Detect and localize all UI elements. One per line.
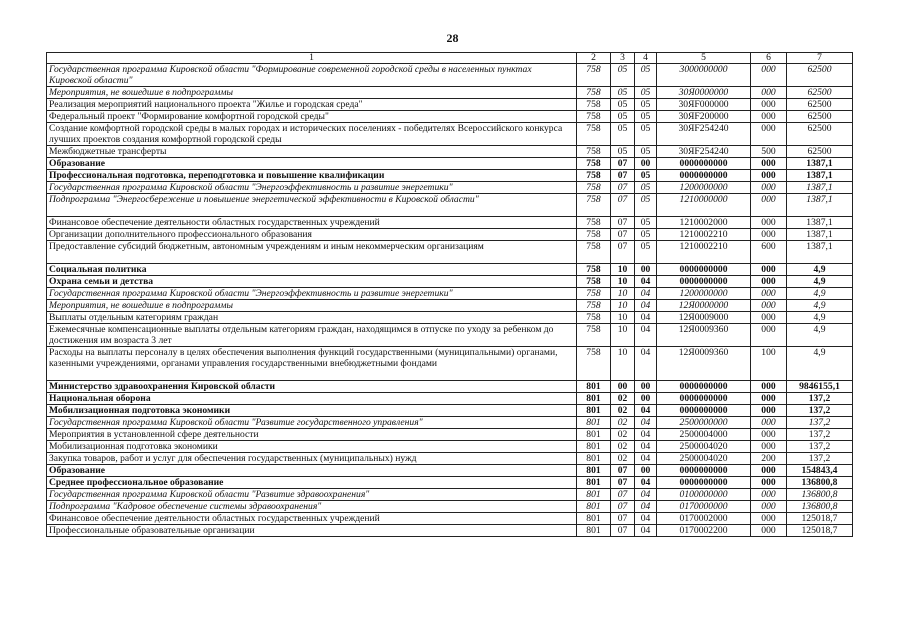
subsection-code-cell: 04 [635, 441, 657, 453]
row-name-cell: Государственная программа Кировской области "Энергоэффективность и развитие энергетики" [47, 288, 577, 300]
subsection-code-cell: 05 [635, 99, 657, 111]
section-code-cell: 02 [611, 441, 635, 453]
section-code-cell: 00 [611, 381, 635, 393]
subsection-code-cell: 05 [635, 217, 657, 229]
subsection-code-cell: 05 [635, 229, 657, 241]
ministry-code-cell: 801 [577, 393, 611, 405]
subsection-code-cell: 04 [635, 489, 657, 501]
column-header: 4 [635, 53, 657, 64]
table-row [47, 64, 853, 87]
section-code-cell: 02 [611, 393, 635, 405]
target-article-cell: 3000000000 [657, 64, 751, 87]
amount-cell: 62500 [787, 123, 853, 146]
row-name-cell: Государственная программа Кировской области "Формирование современной городской среды в населенных пунктах Кировской области" [47, 64, 577, 87]
amount-cell: 137,2 [787, 393, 853, 405]
section-code-cell: 07 [611, 182, 635, 194]
amount-cell: 4,9 [787, 276, 853, 288]
subsection-code-cell: 04 [635, 477, 657, 489]
page-number: 28 [446, 31, 459, 45]
subsection-code-cell: 04 [635, 347, 657, 381]
ministry-code-cell: 801 [577, 477, 611, 489]
ministry-code-cell: 758 [577, 276, 611, 288]
amount-cell: 154843,4 [787, 465, 853, 477]
expense-type-cell: 000 [751, 111, 787, 123]
expense-type-cell: 000 [751, 300, 787, 312]
target-article-cell: 30ЯF000000 [657, 99, 751, 111]
row-name-cell: Выплаты отдельным категориям граждан [47, 312, 577, 324]
budget-table [46, 52, 853, 537]
expense-type-cell: 000 [751, 217, 787, 229]
table-row [47, 489, 853, 501]
row-name-cell: Ежемесячные компенсационные выплаты отдельным категориям граждан, находящимся в отпуске по уходу за ребенком до достижения им возраста 3 лет [47, 324, 577, 347]
row-name-cell: Национальная оборона [47, 393, 577, 405]
target-article-cell: 30Я0000000 [657, 87, 751, 99]
row-name-cell: Закупка товаров, работ и услуг для обеспечения государственных (муниципальных) нужд [47, 453, 577, 465]
row-name-cell: Государственная программа Кировской области "Развитие государственного управления" [47, 417, 577, 429]
section-code-cell: 05 [611, 87, 635, 99]
ministry-code-cell: 758 [577, 182, 611, 194]
amount-cell: 1387,1 [787, 170, 853, 182]
row-name-cell: Образование [47, 158, 577, 170]
subsection-code-cell: 04 [635, 429, 657, 441]
row-name-cell: Реализация мероприятий национального проекта "Жилье и городская среда" [47, 99, 577, 111]
expense-type-cell: 000 [751, 429, 787, 441]
column-header: 1 [47, 53, 577, 64]
amount-cell: 62500 [787, 111, 853, 123]
row-name-cell: Министерство здравоохранения Кировской области [47, 381, 577, 393]
table-row [47, 87, 853, 99]
amount-cell: 137,2 [787, 453, 853, 465]
section-code-cell: 10 [611, 276, 635, 288]
table-row [47, 217, 853, 229]
column-header: 2 [577, 53, 611, 64]
subsection-code-cell: 05 [635, 182, 657, 194]
ministry-code-cell: 758 [577, 241, 611, 264]
row-name-cell: Профессиональная подготовка, переподготовка и повышение квалификации [47, 170, 577, 182]
ministry-code-cell: 758 [577, 217, 611, 229]
subsection-code-cell: 05 [635, 241, 657, 264]
section-code-cell: 07 [611, 170, 635, 182]
amount-cell: 1387,1 [787, 194, 853, 217]
target-article-cell: 1210002000 [657, 217, 751, 229]
section-code-cell: 07 [611, 489, 635, 501]
expense-type-cell: 000 [751, 99, 787, 111]
ministry-code-cell: 758 [577, 64, 611, 87]
table-row [47, 288, 853, 300]
subsection-code-cell: 05 [635, 170, 657, 182]
expense-type-cell: 500 [751, 146, 787, 158]
table-row [47, 477, 853, 489]
target-article-cell: 0170002000 [657, 513, 751, 525]
section-code-cell: 07 [611, 241, 635, 264]
section-code-cell: 10 [611, 300, 635, 312]
ministry-code-cell: 801 [577, 441, 611, 453]
target-article-cell: 2500004000 [657, 429, 751, 441]
ministry-code-cell: 801 [577, 513, 611, 525]
target-article-cell: 0100000000 [657, 489, 751, 501]
row-name-cell: Мобилизационная подготовка экономики [47, 441, 577, 453]
ministry-code-cell: 758 [577, 288, 611, 300]
row-name-cell: Мероприятия, не вошедшие в подпрограммы [47, 87, 577, 99]
section-code-cell: 10 [611, 288, 635, 300]
column-header: 3 [611, 53, 635, 64]
table-row [47, 381, 853, 393]
subsection-code-cell: 05 [635, 146, 657, 158]
amount-cell: 125018,7 [787, 525, 853, 537]
table-row [47, 453, 853, 465]
ministry-code-cell: 758 [577, 229, 611, 241]
target-article-cell: 1200000000 [657, 182, 751, 194]
subsection-code-cell: 05 [635, 123, 657, 146]
target-article-cell: 0000000000 [657, 276, 751, 288]
expense-type-cell: 000 [751, 405, 787, 417]
target-article-cell: 1210000000 [657, 194, 751, 217]
amount-cell: 136800,8 [787, 489, 853, 501]
ministry-code-cell: 801 [577, 417, 611, 429]
expense-type-cell: 000 [751, 87, 787, 99]
amount-cell: 62500 [787, 87, 853, 99]
row-name-cell: Межбюджетные трансферты [47, 146, 577, 158]
subsection-code-cell: 05 [635, 111, 657, 123]
table-row [47, 123, 853, 146]
ministry-code-cell: 758 [577, 158, 611, 170]
target-article-cell: 0000000000 [657, 405, 751, 417]
row-name-cell: Государственная программа Кировской области "Развитие здравоохранения" [47, 489, 577, 501]
target-article-cell: 2500000000 [657, 417, 751, 429]
table-row [47, 241, 853, 264]
expense-type-cell: 000 [751, 312, 787, 324]
amount-cell: 136800,8 [787, 477, 853, 489]
table-row [47, 276, 853, 288]
expense-type-cell: 000 [751, 417, 787, 429]
target-article-cell: 0000000000 [657, 158, 751, 170]
amount-cell: 137,2 [787, 405, 853, 417]
row-name-cell: Федеральный проект "Формирование комфортной городской среды" [47, 111, 577, 123]
expense-type-cell: 100 [751, 347, 787, 381]
target-article-cell: 0000000000 [657, 381, 751, 393]
target-article-cell: 0170000000 [657, 501, 751, 513]
section-code-cell: 10 [611, 312, 635, 324]
row-name-cell: Подпрограмма "Энергосбережение и повышение энергетической эффективности в Кировской области" [47, 194, 577, 217]
section-code-cell: 05 [611, 111, 635, 123]
ministry-code-cell: 758 [577, 146, 611, 158]
section-code-cell: 07 [611, 217, 635, 229]
section-code-cell: 07 [611, 229, 635, 241]
amount-cell: 4,9 [787, 288, 853, 300]
section-code-cell: 02 [611, 453, 635, 465]
ministry-code-cell: 758 [577, 312, 611, 324]
column-header: 6 [751, 53, 787, 64]
section-code-cell: 05 [611, 99, 635, 111]
amount-cell: 125018,7 [787, 513, 853, 525]
expense-type-cell: 000 [751, 64, 787, 87]
subsection-code-cell: 00 [635, 158, 657, 170]
row-name-cell: Предоставление субсидий бюджетным, автономным учреждениям и иным некоммерческим организациям [47, 241, 577, 264]
subsection-code-cell: 05 [635, 194, 657, 217]
amount-cell: 137,2 [787, 441, 853, 453]
section-code-cell: 07 [611, 501, 635, 513]
table-body [47, 53, 853, 537]
row-name-cell: Профессиональные образовательные организации [47, 525, 577, 537]
table-row [47, 312, 853, 324]
expense-type-cell: 200 [751, 453, 787, 465]
row-name-cell: Мероприятия, не вошедшие в подпрограммы [47, 300, 577, 312]
ministry-code-cell: 758 [577, 170, 611, 182]
table-row [47, 405, 853, 417]
section-code-cell: 07 [611, 194, 635, 217]
ministry-code-cell: 801 [577, 405, 611, 417]
subsection-code-cell: 04 [635, 417, 657, 429]
amount-cell: 4,9 [787, 264, 853, 276]
amount-cell: 4,9 [787, 300, 853, 312]
table-row [47, 182, 853, 194]
ministry-code-cell: 801 [577, 465, 611, 477]
target-article-cell: 0000000000 [657, 264, 751, 276]
expense-type-cell: 000 [751, 381, 787, 393]
column-header: 7 [787, 53, 853, 64]
table-row [47, 417, 853, 429]
table-row [47, 429, 853, 441]
section-code-cell: 02 [611, 417, 635, 429]
row-name-cell: Государственная программа Кировской области "Энергоэффективность и развитие энергетики" [47, 182, 577, 194]
subsection-code-cell: 04 [635, 453, 657, 465]
target-article-cell: 30ЯF254240 [657, 123, 751, 146]
amount-cell: 1387,1 [787, 241, 853, 264]
amount-cell: 62500 [787, 99, 853, 111]
subsection-code-cell: 04 [635, 276, 657, 288]
row-name-cell: Финансовое обеспечение деятельности областных государственных учреждений [47, 217, 577, 229]
expense-type-cell: 000 [751, 182, 787, 194]
row-name-cell: Финансовое обеспечение деятельности областных государственных учреждений [47, 513, 577, 525]
amount-cell: 137,2 [787, 429, 853, 441]
section-code-cell: 05 [611, 123, 635, 146]
section-code-cell: 02 [611, 405, 635, 417]
row-name-cell: Среднее профессиональное образование [47, 477, 577, 489]
expense-type-cell: 000 [751, 158, 787, 170]
expense-type-cell: 000 [751, 324, 787, 347]
amount-cell: 62500 [787, 146, 853, 158]
target-article-cell: 12Я0000000 [657, 300, 751, 312]
ministry-code-cell: 801 [577, 489, 611, 501]
expense-type-cell: 000 [751, 441, 787, 453]
table-row [47, 158, 853, 170]
target-article-cell: 2500004020 [657, 453, 751, 465]
expense-type-cell: 000 [751, 393, 787, 405]
subsection-code-cell: 05 [635, 87, 657, 99]
target-article-cell: 1200000000 [657, 288, 751, 300]
ministry-code-cell: 758 [577, 300, 611, 312]
amount-cell: 1387,1 [787, 217, 853, 229]
amount-cell: 4,9 [787, 347, 853, 381]
amount-cell: 1387,1 [787, 229, 853, 241]
amount-cell: 62500 [787, 64, 853, 87]
target-article-cell: 12Я0009360 [657, 324, 751, 347]
section-code-cell: 07 [611, 525, 635, 537]
expense-type-cell: 000 [751, 264, 787, 276]
section-code-cell: 05 [611, 64, 635, 87]
subsection-code-cell: 00 [635, 264, 657, 276]
expense-type-cell: 000 [751, 170, 787, 182]
subsection-code-cell: 04 [635, 501, 657, 513]
amount-cell: 1387,1 [787, 158, 853, 170]
column-header: 5 [657, 53, 751, 64]
subsection-code-cell: 04 [635, 513, 657, 525]
row-name-cell: Социальная политика [47, 264, 577, 276]
expense-type-cell: 000 [751, 288, 787, 300]
section-code-cell: 02 [611, 429, 635, 441]
amount-cell: 4,9 [787, 312, 853, 324]
table-row [47, 465, 853, 477]
row-name-cell: Охрана семьи и детства [47, 276, 577, 288]
amount-cell: 9846155,1 [787, 381, 853, 393]
target-article-cell: 30ЯF254240 [657, 146, 751, 158]
subsection-code-cell: 04 [635, 405, 657, 417]
table-row [47, 146, 853, 158]
row-name-cell: Мобилизационная подготовка экономики [47, 405, 577, 417]
table-row [47, 347, 853, 381]
expense-type-cell: 000 [751, 465, 787, 477]
table-row [47, 170, 853, 182]
table-row [47, 264, 853, 276]
subsection-code-cell: 05 [635, 64, 657, 87]
expense-type-cell: 000 [751, 229, 787, 241]
table-row [47, 324, 853, 347]
row-name-cell: Образование [47, 465, 577, 477]
row-name-cell: Расходы на выплаты персоналу в целях обеспечения выполнения функций государственными (муниципальными) органами, казенными учреждениями, органами управления государственными внебюджетными фондами [47, 347, 577, 381]
row-name-cell: Мероприятия в установленной сфере деятельности [47, 429, 577, 441]
table-row [47, 501, 853, 513]
section-code-cell: 07 [611, 158, 635, 170]
section-code-cell: 05 [611, 146, 635, 158]
ministry-code-cell: 801 [577, 429, 611, 441]
expense-type-cell: 000 [751, 123, 787, 146]
subsection-code-cell: 00 [635, 393, 657, 405]
expense-type-cell: 000 [751, 513, 787, 525]
table-row [47, 300, 853, 312]
target-article-cell: 0000000000 [657, 393, 751, 405]
target-article-cell: 12Я0009000 [657, 312, 751, 324]
expense-type-cell: 000 [751, 501, 787, 513]
ministry-code-cell: 801 [577, 453, 611, 465]
expense-type-cell: 000 [751, 477, 787, 489]
section-code-cell: 07 [611, 465, 635, 477]
ministry-code-cell: 758 [577, 324, 611, 347]
table-row [47, 525, 853, 537]
subsection-code-cell: 04 [635, 525, 657, 537]
subsection-code-cell: 04 [635, 312, 657, 324]
ministry-code-cell: 801 [577, 381, 611, 393]
subsection-code-cell: 04 [635, 288, 657, 300]
row-name-cell: Подпрограмма "Кадровое обеспечение системы здравоохранения" [47, 501, 577, 513]
target-article-cell: 0000000000 [657, 465, 751, 477]
amount-cell: 4,9 [787, 324, 853, 347]
subsection-code-cell: 00 [635, 465, 657, 477]
expense-type-cell: 000 [751, 489, 787, 501]
ministry-code-cell: 758 [577, 194, 611, 217]
table-row [47, 194, 853, 217]
table-row [47, 441, 853, 453]
expense-type-cell: 000 [751, 276, 787, 288]
section-code-cell: 10 [611, 347, 635, 381]
section-code-cell: 10 [611, 264, 635, 276]
ministry-code-cell: 758 [577, 87, 611, 99]
row-name-cell: Организации дополнительного профессионального образования [47, 229, 577, 241]
target-article-cell: 0000000000 [657, 170, 751, 182]
ministry-code-cell: 758 [577, 123, 611, 146]
table-row [47, 99, 853, 111]
amount-cell: 137,2 [787, 417, 853, 429]
ministry-code-cell: 758 [577, 264, 611, 276]
row-name-cell: Создание комфортной городской среды в малых городах и исторических поселениях - победителях Всероссийского конкурса лучших проектов создания комфортной городской среды [47, 123, 577, 146]
ministry-code-cell: 758 [577, 99, 611, 111]
column-header-row [47, 53, 853, 64]
section-code-cell: 10 [611, 324, 635, 347]
ministry-code-cell: 758 [577, 347, 611, 381]
table-row [47, 393, 853, 405]
target-article-cell: 12Я0009360 [657, 347, 751, 381]
table-row [47, 513, 853, 525]
table-row [47, 111, 853, 123]
target-article-cell: 30ЯF200000 [657, 111, 751, 123]
target-article-cell: 1210002210 [657, 229, 751, 241]
subsection-code-cell: 00 [635, 381, 657, 393]
expense-type-cell: 000 [751, 194, 787, 217]
subsection-code-cell: 04 [635, 300, 657, 312]
ministry-code-cell: 801 [577, 525, 611, 537]
amount-cell: 1387,1 [787, 182, 853, 194]
ministry-code-cell: 758 [577, 111, 611, 123]
target-article-cell: 0170002200 [657, 525, 751, 537]
section-code-cell: 07 [611, 513, 635, 525]
table-row [47, 229, 853, 241]
target-article-cell: 0000000000 [657, 477, 751, 489]
expense-type-cell: 600 [751, 241, 787, 264]
target-article-cell: 2500004020 [657, 441, 751, 453]
section-code-cell: 07 [611, 477, 635, 489]
target-article-cell: 1210002210 [657, 241, 751, 264]
expense-type-cell: 000 [751, 525, 787, 537]
subsection-code-cell: 04 [635, 324, 657, 347]
ministry-code-cell: 801 [577, 501, 611, 513]
amount-cell: 136800,8 [787, 501, 853, 513]
